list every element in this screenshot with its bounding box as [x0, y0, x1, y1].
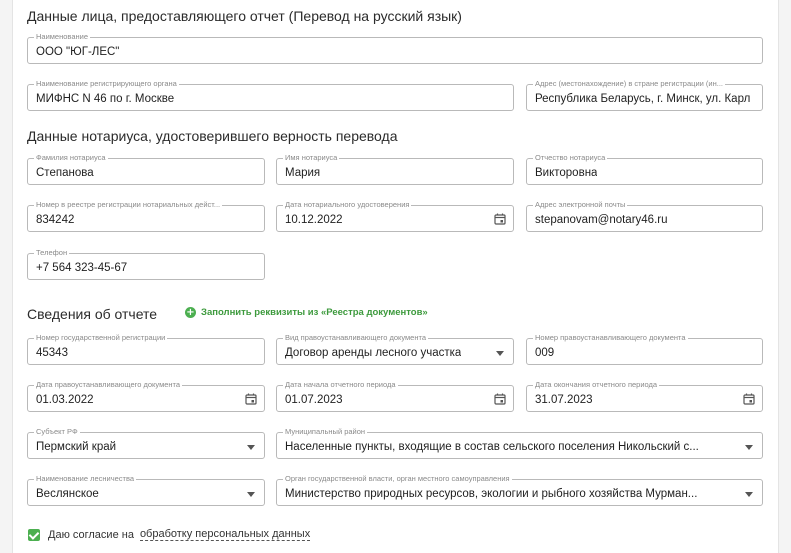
consent-text: Даю согласие на	[48, 528, 134, 541]
field-value: Договор аренды лесного участка	[285, 347, 462, 359]
doc-number-input[interactable]	[526, 333, 763, 365]
field-label: Имя нотариуса	[285, 153, 338, 162]
section-title-report: Сведения об отчете	[27, 306, 158, 322]
field-value: 10.12.2022	[285, 214, 343, 226]
notary-cert-date-input[interactable]	[276, 200, 514, 232]
period-start-input[interactable]	[276, 380, 514, 412]
subject-select[interactable]	[27, 427, 265, 459]
consent-checkbox[interactable]	[28, 529, 40, 541]
field-value: Министерство природных ресурсов, экологии и рыбного хозяйства Мурман...	[285, 488, 698, 500]
reg-authority-input[interactable]	[27, 79, 514, 111]
municipality-select[interactable]	[276, 427, 763, 459]
address-input[interactable]	[526, 79, 763, 111]
calendar-icon[interactable]	[494, 393, 506, 405]
field-value: Веслянское	[36, 488, 99, 500]
state-reg-number-input[interactable]	[27, 333, 265, 365]
field-value: МИФНС N 46 по г. Москве	[36, 93, 175, 105]
chevron-down-icon	[745, 445, 753, 450]
field-value: Мария	[285, 167, 321, 179]
field-label: Дата окончания отчетного периода	[535, 380, 658, 389]
field-label: Субъект РФ	[36, 427, 78, 436]
field-label: Наименование регистрирующего органа	[36, 79, 177, 88]
field-value: 009	[535, 347, 555, 359]
field-value: 01.07.2023	[285, 394, 343, 406]
field-value: stepanovam@notary46.ru	[535, 214, 668, 226]
notary-first-name-input[interactable]	[276, 153, 514, 185]
field-label: Адрес (местонахождение) в стране регистрации (ин...	[535, 79, 723, 88]
field-value: Населенные пункты, входящие в состав сельского поселения Никольский с...	[285, 441, 699, 453]
field-value: 01.03.2022	[36, 394, 94, 406]
field-label: Муниципальный район	[285, 427, 366, 436]
calendar-icon[interactable]	[245, 393, 257, 405]
field-value: Пермский край	[36, 441, 117, 453]
period-end-input[interactable]	[526, 380, 763, 412]
calendar-icon[interactable]	[743, 393, 755, 405]
calendar-icon[interactable]	[494, 213, 506, 225]
field-label: Номер государственной регистрации	[36, 333, 166, 342]
notary-last-name-input[interactable]	[27, 153, 265, 185]
doc-date-input[interactable]	[27, 380, 265, 412]
notary-patronymic-input[interactable]	[526, 153, 763, 185]
field-label: Вид правоустанавливающего документа	[285, 333, 427, 342]
field-label: Наименование	[36, 32, 88, 41]
notary-phone-input[interactable]	[27, 248, 265, 280]
field-value: +7 564 323-45-67	[36, 262, 128, 274]
notary-email-input[interactable]	[526, 200, 763, 232]
plus-icon: +	[186, 307, 195, 318]
field-label: Дата правоустанавливающего документа	[36, 380, 181, 389]
field-value: 45343	[36, 347, 68, 359]
name-input[interactable]	[27, 32, 763, 64]
field-value: 31.07.2023	[535, 394, 593, 406]
chevron-down-icon	[247, 445, 255, 450]
section-title-notary: Данные нотариуса, удостоверившего верность перевода	[27, 128, 398, 144]
authority-select[interactable]	[276, 474, 763, 506]
chevron-down-icon	[745, 492, 753, 497]
field-label: Отчество нотариуса	[535, 153, 606, 162]
field-value: Республика Беларусь, г. Минск, ул. Карл	[535, 93, 751, 105]
field-label: Наименование лесничества	[36, 474, 135, 483]
doc-type-select[interactable]	[276, 333, 514, 365]
field-value: Викторовна	[535, 167, 598, 179]
field-value: ООО "ЮГ-ЛЕС"	[36, 46, 120, 58]
field-label: Номер в реестре регистрации нотариальных дейст...	[36, 200, 221, 209]
chevron-down-icon	[496, 351, 504, 356]
field-value: Степанова	[36, 167, 94, 179]
personal-data-link[interactable]: обработку персональных данных	[139, 528, 311, 540]
field-value: 834242	[36, 214, 75, 226]
field-label: Орган государственной власти, орган местного самоуправления	[285, 474, 510, 483]
field-label: Дата начала отчетного периода	[285, 380, 396, 389]
field-label: Дата нотариального удостоверения	[285, 200, 410, 209]
consent-row	[28, 528, 310, 541]
field-label: Фамилия нотариуса	[36, 153, 106, 162]
fill-from-registry-label: Заполнить реквизиты из «Реестра документов»	[201, 307, 428, 318]
fill-from-registry-link[interactable]	[185, 307, 428, 318]
notary-registry-number-input[interactable]	[27, 200, 265, 232]
chevron-down-icon	[247, 492, 255, 497]
forestry-select[interactable]	[27, 474, 265, 506]
field-label: Номер правоустанавливающего документа	[535, 333, 686, 342]
section-title-person: Данные лица, предоставляющего отчет (Перевод на русский язык)	[27, 8, 462, 24]
field-label: Телефон	[36, 248, 68, 257]
field-label: Адрес электронной почты	[535, 200, 626, 209]
